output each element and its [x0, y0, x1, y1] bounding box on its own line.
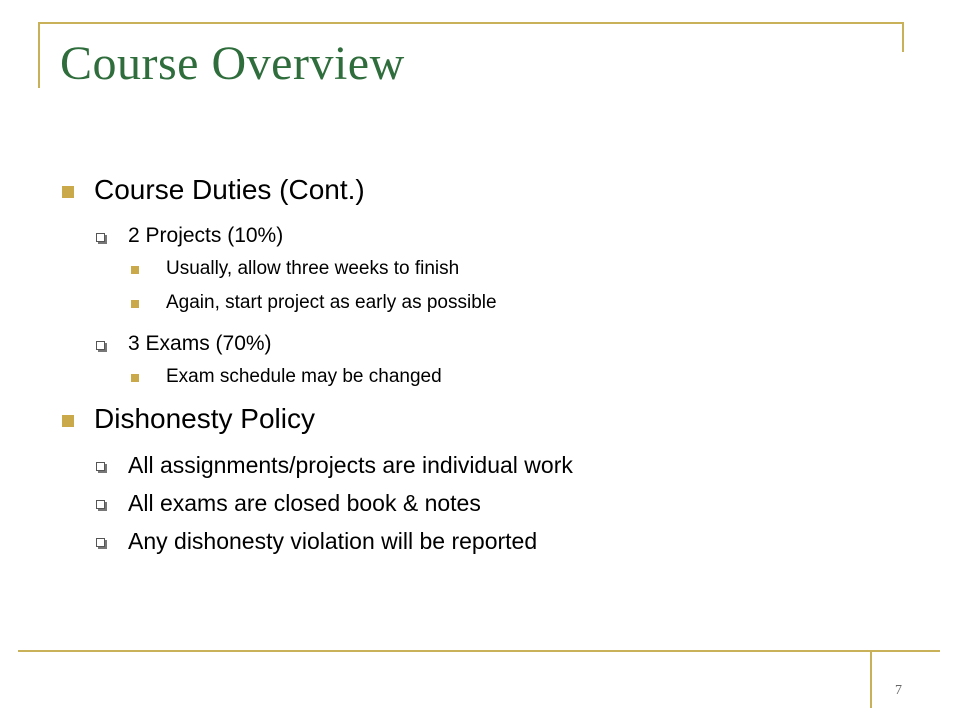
checkbox-bullet-icon [96, 500, 105, 509]
square-bullet-icon [131, 300, 139, 308]
list-item: Any dishonesty violation will be reported [128, 528, 538, 554]
bottom-rule [18, 650, 940, 652]
list-subitem: Exam schedule may be changed [166, 366, 442, 387]
bottom-right-rule [870, 650, 872, 708]
square-bullet-icon [131, 266, 139, 274]
list-item: All assignments/projects are individual work [128, 452, 573, 478]
list-item: 3 Exams (70%) [128, 332, 272, 355]
list-item: All exams are closed book & notes [128, 490, 481, 516]
square-bullet-icon [62, 415, 74, 427]
page-number: 7 [895, 683, 902, 698]
checkbox-bullet-icon [96, 462, 105, 471]
checkbox-bullet-icon [96, 233, 105, 242]
square-bullet-icon [131, 374, 139, 382]
right-rule [902, 22, 904, 52]
list-subitem: Again, start project as early as possible [166, 292, 497, 313]
list-subitem: Usually, allow three weeks to finish [166, 258, 460, 279]
list-item: 2 Projects (10%) [128, 224, 284, 247]
left-rule [38, 22, 40, 88]
top-rule [40, 22, 904, 24]
square-bullet-icon [62, 186, 74, 198]
section-heading: Dishonesty Policy [94, 403, 315, 434]
checkbox-bullet-icon [96, 341, 105, 350]
slide-title: Course Overview [60, 37, 405, 90]
checkbox-bullet-icon [96, 538, 105, 547]
section-heading: Course Duties (Cont.) [94, 174, 365, 205]
